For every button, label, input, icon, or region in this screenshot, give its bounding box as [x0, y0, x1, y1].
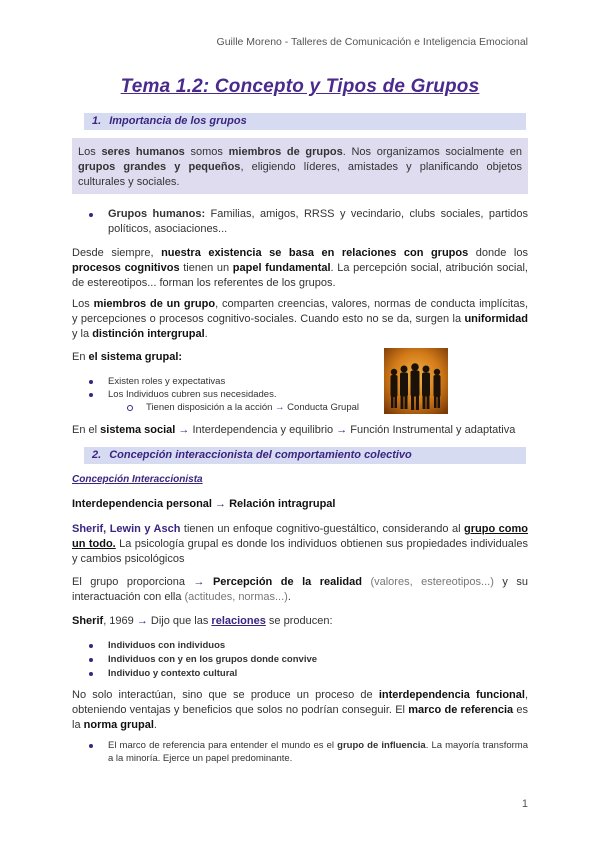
section-label: Concepción interaccionista del comportamiento colectivo [109, 449, 412, 461]
arrow-icon: → [275, 402, 285, 413]
text: . La mayoría transforma a la minoría. Ejerce un papel predominante. [108, 740, 528, 764]
text: Conducta Grupal [284, 402, 359, 413]
text: Los [72, 298, 94, 310]
bold-text: grupo de influencia [337, 740, 426, 751]
text: El marco de referencia para entender el mundo es el [108, 740, 338, 751]
bold-text: miembros de un grupo [93, 298, 216, 310]
paragraph [72, 246, 528, 291]
bullet-ring-icon [127, 405, 133, 411]
text: Tienen disposición a la acción [146, 402, 276, 413]
text: donde los [468, 247, 528, 259]
bullet-dot-icon [89, 644, 93, 648]
text: Los [78, 146, 102, 158]
bold-text: Individuos con individuos [108, 640, 226, 651]
text: es la [72, 704, 528, 731]
text: . [153, 719, 157, 731]
bullet-item [90, 207, 528, 237]
text: El grupo proporciona [72, 576, 194, 588]
bullet-item [90, 639, 528, 652]
text: y la [72, 328, 93, 340]
text: No solo interactúan, sino que se produce un proceso de [72, 689, 379, 701]
bold-text: Percepción de la realidad [204, 576, 362, 588]
page-title: Tema 1.2: Concepto y Tipos de Grupos [120, 76, 480, 97]
text: , obteniendo ventajas y beneficios que solos no podrían conseguir. El [72, 689, 528, 716]
arrow-icon: → [193, 576, 205, 588]
paragraph [72, 575, 528, 605]
text: En [72, 351, 89, 363]
bold-text: Individuo y contexto cultural [108, 668, 238, 679]
text: . La percepción social, atribución social, de estereotipos... forman los referentes de los grupos. [72, 262, 528, 289]
bold-text: papel fundamental [232, 262, 331, 274]
text: Interdependencia y equilibrio [192, 424, 334, 436]
text: . Nos organizamos socialmente en [342, 146, 523, 158]
text: tienen un enfoque cognitivo-guestáltico, considerando al [180, 523, 465, 535]
bold-text: procesos cognitivos [72, 262, 180, 274]
bold-text: Sherif [72, 615, 104, 627]
text: somos [184, 146, 229, 158]
bullet-item [90, 667, 528, 680]
bullet-item [90, 739, 528, 765]
arrow-icon: → [211, 498, 230, 510]
bullet-dot-icon [89, 380, 93, 384]
bold-text: seres humanos [101, 146, 185, 158]
bold-text: uniformidad [464, 313, 528, 325]
page-number: 1 [521, 798, 528, 810]
paragraph [72, 688, 528, 733]
bullet-dot-icon [89, 672, 93, 676]
sub-bullet-item [128, 401, 388, 414]
text: , eligiendo líderes, amistades y planificando objetos culturales y sociales. [78, 161, 522, 188]
bold-text: distinción intergrupal [92, 328, 205, 340]
bold-text: el sistema grupal: [88, 351, 183, 363]
bold-text: sistema social [100, 424, 176, 436]
text: Existen roles y expectativas [108, 376, 226, 387]
paragraph [72, 297, 528, 342]
group-silhouette-image [384, 348, 448, 414]
grey-text: (valores, estereotipos...) [361, 576, 494, 588]
bold-text: interdependencia funcional [378, 689, 525, 701]
text: , comparten creencias, valores, normas de conducta implícitas, y percepciones o procesos cognitivo-sociales. Cuando esto no se da, surgen la [72, 298, 529, 325]
arrow-icon: → [333, 424, 351, 436]
text: Dijo que las [147, 615, 212, 627]
paragraph [72, 522, 528, 567]
text: . [204, 328, 208, 340]
relaciones-link[interactable]: relaciones [211, 615, 266, 627]
section-label: Importancia de los grupos [109, 115, 247, 127]
text: Función Instrumental y adaptativa [350, 424, 516, 436]
subsection-heading: Concepción Interaccionista [72, 474, 203, 485]
text: y su interactuación con ella [72, 576, 528, 603]
bold-text: nuestra existencia se basa en relaciones con grupos [161, 247, 469, 259]
bold-underlined-text: grupo como un todo. [72, 523, 528, 550]
section-number: 1. [92, 115, 102, 127]
arrow-icon: → [136, 615, 148, 627]
bullet-dot-icon [89, 393, 93, 397]
section-heading-2 [84, 447, 526, 464]
bold-text: Individuos con y en los grupos donde convive [108, 654, 318, 665]
text: Los Individuos cubren sus necesidades. [108, 389, 277, 400]
bullet-item [90, 653, 528, 666]
text: La psicología grupal es donde los individuos obtienen sus propiedades individuales y cambios psicológicos [72, 538, 528, 565]
bold-text: miembros de grupos [228, 146, 343, 158]
section-number: 2. [92, 449, 102, 461]
bold-text: norma grupal [83, 719, 154, 731]
text: tienen un [179, 262, 233, 274]
paragraph [72, 614, 528, 629]
bold-text: Relación intragrupal [229, 498, 336, 510]
text: , 1969 [103, 615, 137, 627]
bullet-item [90, 388, 370, 401]
paragraph [72, 497, 528, 512]
text: Desde siempre, [72, 247, 162, 259]
bullet-dot-icon [89, 744, 93, 748]
bold-text: marco de referencia [408, 704, 514, 716]
bullet-dot-icon [89, 213, 93, 217]
bold-text: grupos grandes y pequeños [78, 161, 241, 173]
text: Familias, amigos, RRSS y vecindario, clubs sociales, partidos políticos, asociaciones... [108, 208, 528, 235]
paragraph [72, 423, 528, 438]
bullet-dot-icon [89, 658, 93, 662]
page-header: Guille Moreno - Talleres de Comunicación e Inteligencia Emocional [216, 36, 528, 48]
section-heading-1 [84, 113, 526, 130]
paragraph [72, 350, 372, 365]
author-names: Sherif, Lewin y Asch [72, 523, 181, 535]
bullet-item [90, 375, 370, 388]
arrow-icon: → [175, 424, 193, 436]
grey-text: (actitudes, normas...) [184, 591, 288, 603]
bold-text: Interdependencia personal [72, 498, 212, 510]
callout-box [72, 138, 528, 194]
bold-text: Grupos humanos: [108, 208, 206, 220]
text: En el [72, 424, 101, 436]
text: se producen: [265, 615, 333, 627]
text: . [287, 591, 291, 603]
